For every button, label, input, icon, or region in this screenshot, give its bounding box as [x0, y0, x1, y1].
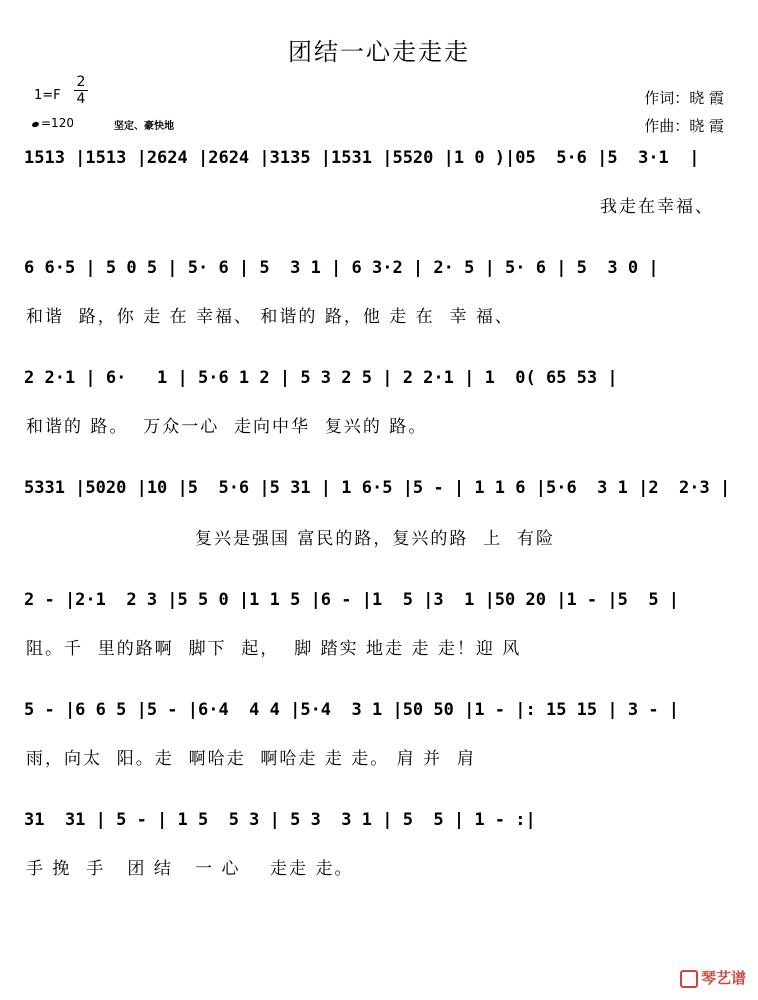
notation-row: 31 31 | 5 - | 1 5 5 3 | 5 3 3 1 | 5 5 | 1 - :|: [24, 810, 536, 830]
time-signature: [74, 74, 88, 107]
lyric-row: 手 挽 手 团 结 一 心 走走 走。: [26, 859, 354, 879]
logo-icon: [680, 970, 698, 988]
notation-row: 5 - |6 6 5 |5 - |6·4 4 4 |5·4 3 1 |50 50 |1 - |: 15 15 | 3 - |: [24, 700, 680, 720]
time-signature-bottom: 4: [76, 91, 86, 107]
lyric-row: 和谐的 路。 万众一心 走向中华 复兴的 路。: [26, 417, 428, 437]
tempo-value: =120: [41, 116, 74, 130]
watermark: [680, 967, 746, 988]
lyric-row: 和谐 路，你 走 在 幸福、 和谐的 路，他 走 在 幸 福、: [26, 307, 514, 327]
watermark-text: 琴艺谱: [700, 969, 746, 987]
credits: [644, 84, 724, 140]
composer-credit: 作曲：晓 霞: [644, 117, 724, 135]
song-title: 团结一心走走走: [288, 38, 470, 66]
lyric-row: 雨，向太 阳。走 啊哈走 啊哈走 走 走。 肩 并 肩: [26, 749, 476, 769]
notation-row: 5331 |5020 |10 |5 5·6 |5 31 | 1 6·5 |5 - | 1 1 6 |5·6 3 1 |2 2·3 |: [24, 478, 731, 498]
lyric-row: 我走在幸福、: [600, 197, 714, 217]
lyric-row: 复兴是强国 富民的路，复兴的路 上 有险: [195, 529, 556, 549]
quarter-note-icon: [31, 121, 39, 128]
notation-row: 6 6·5 | 5 0 5 | 5· 6 | 5 3 1 | 6 3·2 | 2· 5 | 5· 6 | 5 3 0 |: [24, 258, 659, 278]
notation-row: 2 - |2·1 2 3 |5 5 0 |1 1 5 |6 - |1 5 |3 1 |50 20 |1 - |5 5 |: [24, 590, 680, 610]
tempo-marking: [32, 116, 74, 130]
key-signature: 1=F: [34, 88, 61, 103]
lyricist-credit: 作词：晓 霞: [644, 89, 724, 107]
style-marking: 坚定、豪快地: [114, 121, 174, 132]
time-signature-top: 2: [74, 74, 88, 91]
lyric-row: 阻。千 里的路啊 脚下 起， 脚 踏实 地走 走 走！迎 风: [26, 639, 522, 659]
notation-row: 1513 |1513 |2624 |2624 |3135 |1531 |5520 |1 0 )|05 5·6 |5 3·1 |: [24, 148, 700, 168]
notation-row: 2 2·1 | 6· 1 | 5·6 1 2 | 5 3 2 5 | 2 2·1 | 1 0( 65 53 |: [24, 368, 618, 388]
